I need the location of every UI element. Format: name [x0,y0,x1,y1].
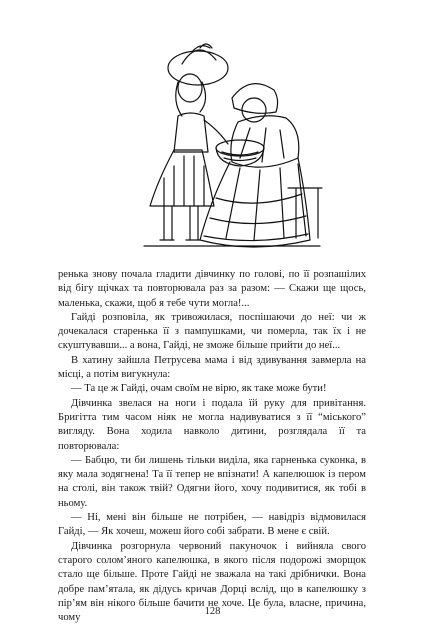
paragraph: Гайді розповіла, як тривожилася, поспішаючи до неї: чи ж дочекалася старенька її з пампушками, чи померла, так їх і не скуштувавши... а вона, Гайді, не зможе більше прийти до неї... [58,311,366,352]
page-number: 128 [204,606,221,617]
paragraph: ренька знову почала гладити дівчинку по голові, по її розпашілих від бігу щічках та повторювала раз за разом: — Скажи ще щось, маленька, скажи, щоб я тебе чути могла!... [58,269,366,309]
paragraph: — Та це ж Гайді, очам своїм не вірю, як таке може бути! [71,383,327,395]
paragraph: — Бабцю, ти би лишень тільки виділа, яка гарненька суконка, в яку мала зодягнена! Та її тепер не впізнати! А капелюшок із пером на столі, він також твій? Одягни його, хочу подивитися, як тобі в ньому. [58,454,366,509]
paragraph: В хатину зайшла Петрусева мама і від здивування завмерла на місці, а потім вигукнула: [58,354,366,381]
paragraph: Дівчинка звелася на ноги і подала їй руку для привітання. Бригітта тим часом ніяк не могла надивуватися з її “міського” вигляду. Вона ходила навколо дитини, розглядала її та повторювала: [58,397,366,452]
paragraph: Дівчинка розгорнула червоний пакуночок і вийняла свого старого солом’яного капелюшка, в якого після подорожі зморщок стало ще більше. Проте Гайді не зважала на такі дрібнички. Вона добре пам’ятала, як дідусь кричав Дорці вслід, що в капелюшку з пір’ям він нікого більше бачити не хоче. Це була, власне, причина, чому [58,540,366,624]
paragraph: — Ні, мені він більше не потрібен, — навідріз відмовилася Гайді, — Як хочеш, можеш його собі забрати. В мене є свій. [58,512,366,538]
illustration-girl-and-grandmother [120,38,325,258]
body-text [58,268,366,625]
